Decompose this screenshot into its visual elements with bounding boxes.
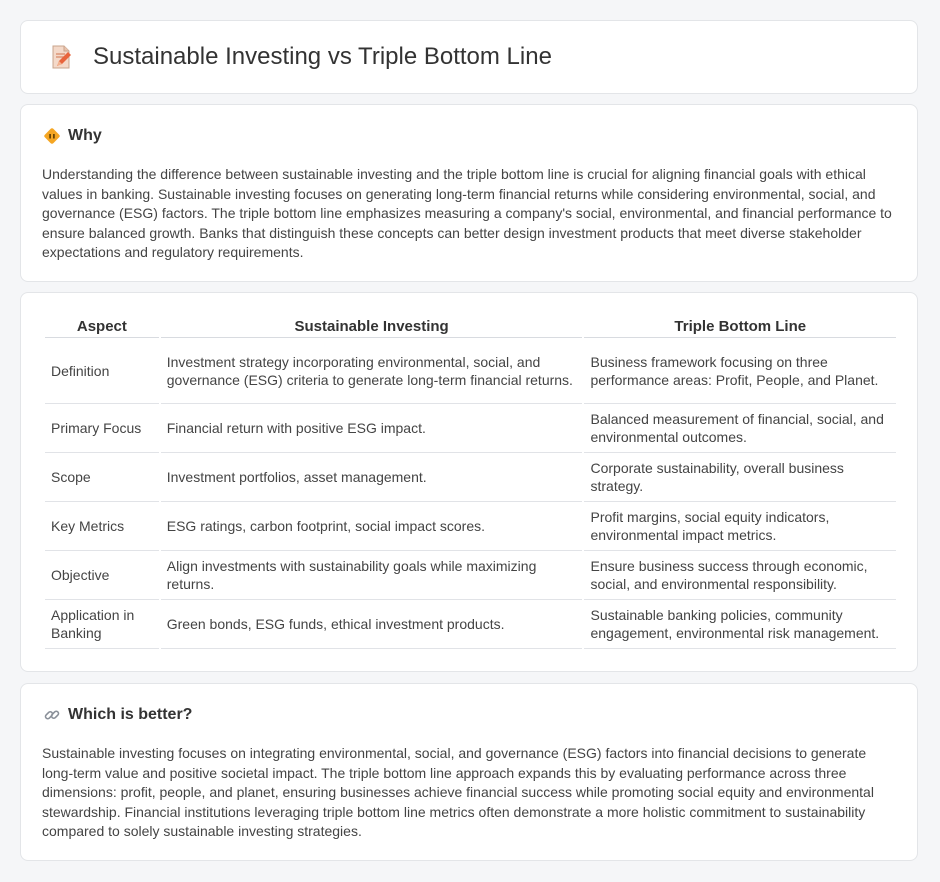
triple-bottom-line-cell: Business framework focusing on three performance areas: Profit, People, and Planet. <box>584 338 896 404</box>
why-heading <box>43 127 102 145</box>
header-aspect: Aspect <box>45 315 159 338</box>
better-body: Sustainable investing focuses on integrating environmental, social, and governance (ESG) factors into financial decisions to generate long-term value and positive societal impact. The triple bottom line approach expands this by evaluating performance across three dimensions: profit, people, and planet, ensuring businesses achieve financial success while promoting social equity and environmental stewardship. Financial institutions leveraging triple bottom line metrics often demonstrate a more holistic commitment to sustainability compared to solely sustainable investing strategies. <box>42 745 874 840</box>
triple-bottom-line-cell: Corporate sustainability, overall business strategy. <box>584 453 896 502</box>
sustainable-investing-cell: Investment strategy incorporating environmental, social, and governance (ESG) criteria to generate long-term financial returns. <box>161 338 583 404</box>
header-card <box>20 20 918 94</box>
table-row <box>45 338 896 404</box>
aspect-cell: Objective <box>45 551 159 600</box>
sustainable-investing-cell: ESG ratings, carbon footprint, social impact scores. <box>161 502 583 551</box>
comparison-table <box>43 315 898 649</box>
aspect-cell: Primary Focus <box>45 404 159 453</box>
why-title: Why <box>68 127 102 144</box>
table-row <box>45 551 896 600</box>
which-is-better-section <box>20 683 918 861</box>
header-triple-bottom-line: Triple Bottom Line <box>584 315 896 338</box>
sustainable-investing-cell: Financial return with positive ESG impact. <box>161 404 583 453</box>
table-header-row <box>45 315 896 338</box>
why-body: Understanding the difference between sustainable investing and the triple bottom line is crucial for aligning financial goals with ethical values in banking. Sustainable investing focuses on generating long-term financial returns while considering environmental, social, and governance (ESG) factors. The triple bottom line emphasizes measuring a company's social, environmental, and financial performance to ensure balanced growth. Banks that distinguish these concepts can better design investment products that meet diverse stakeholder expectations and regulatory requirements. <box>42 166 892 261</box>
diamond-sign-icon <box>43 127 61 145</box>
aspect-cell: Key Metrics <box>45 502 159 551</box>
aspect-cell: Application in Banking <box>45 600 159 649</box>
table-row <box>45 600 896 649</box>
document-pencil-icon <box>49 44 73 70</box>
comparison-table-card <box>20 292 918 672</box>
aspect-cell: Scope <box>45 453 159 502</box>
better-title: Which is better? <box>68 706 193 723</box>
table-row <box>45 453 896 502</box>
triple-bottom-line-cell: Profit margins, social equity indicators, environmental impact metrics. <box>584 502 896 551</box>
title-row <box>49 43 552 71</box>
why-section <box>20 104 918 282</box>
table-row <box>45 404 896 453</box>
sustainable-investing-cell: Green bonds, ESG funds, ethical investment products. <box>161 600 583 649</box>
aspect-cell: Definition <box>45 338 159 404</box>
triple-bottom-line-cell: Ensure business success through economic, social, and environmental responsibility. <box>584 551 896 600</box>
table-row <box>45 502 896 551</box>
page-title: Sustainable Investing vs Triple Bottom Line <box>93 43 552 70</box>
sustainable-investing-cell: Investment portfolios, asset management. <box>161 453 583 502</box>
header-sustainable-investing: Sustainable Investing <box>161 315 583 338</box>
sustainable-investing-cell: Align investments with sustainability goals while maximizing returns. <box>161 551 583 600</box>
link-icon <box>43 706 61 724</box>
triple-bottom-line-cell: Balanced measurement of financial, social, and environmental outcomes. <box>584 404 896 453</box>
better-heading <box>43 706 192 724</box>
triple-bottom-line-cell: Sustainable banking policies, community engagement, environmental risk management. <box>584 600 896 649</box>
